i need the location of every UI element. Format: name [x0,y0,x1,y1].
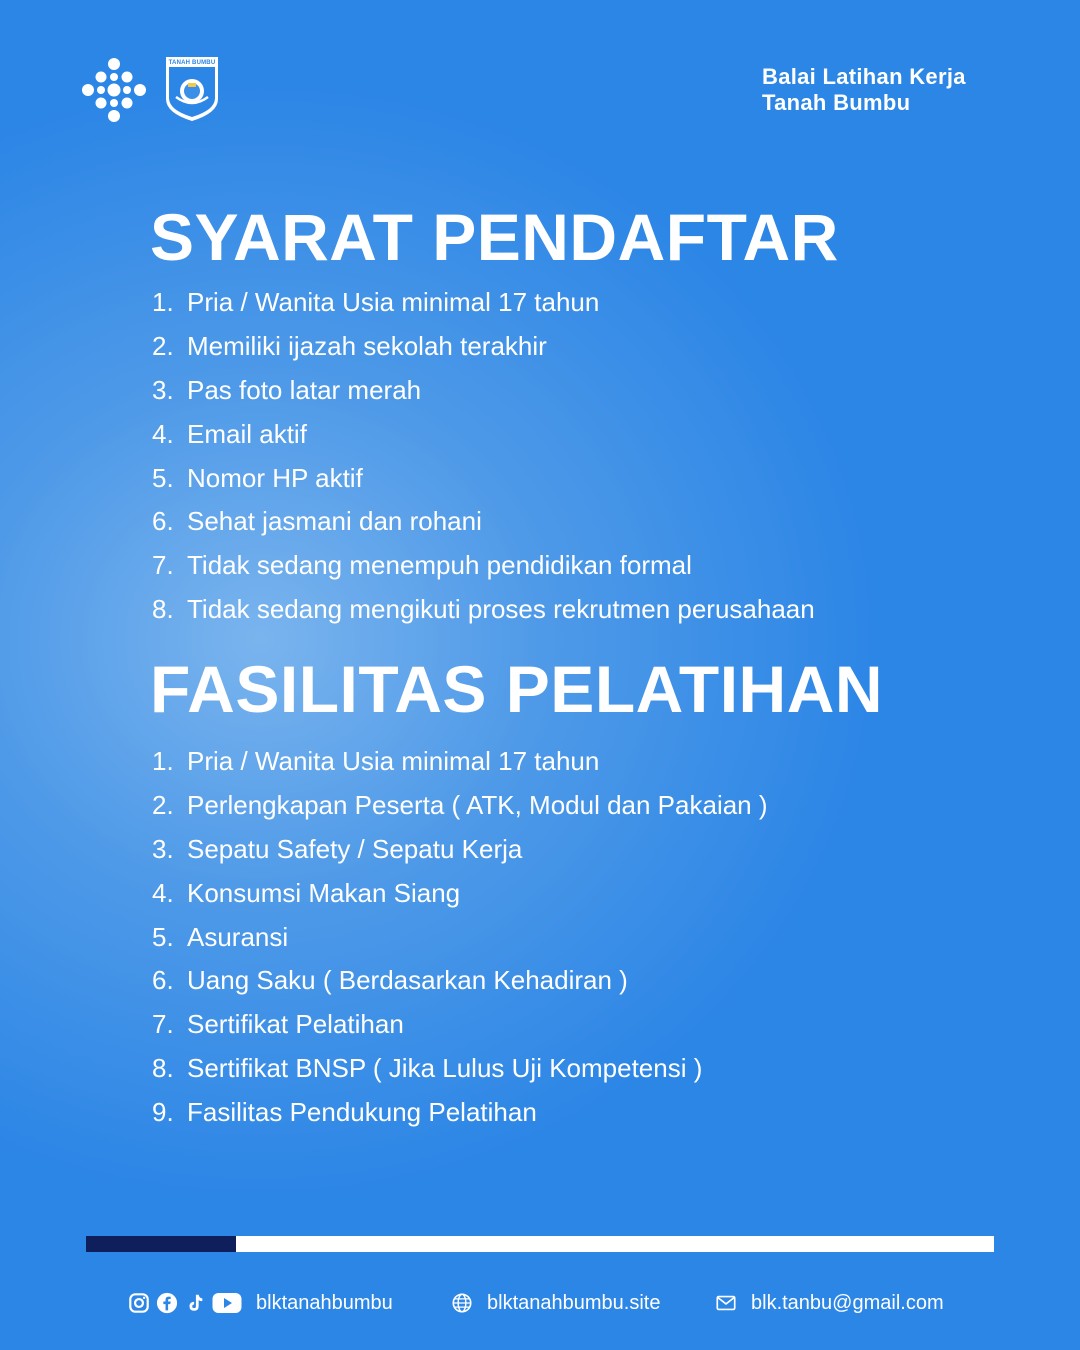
list-item-text: Sepatu Safety / Sepatu Kerja [187,833,523,864]
list-item-number: 7. [152,550,174,581]
list-item-number: 6. [152,506,174,537]
footer-social [128,1288,393,1318]
list-item-text: Tidak sedang mengikuti proses rekrutmen perusahaan [187,594,815,625]
footer-email [715,1288,944,1318]
list-item-number: 4. [152,877,174,908]
list-item [152,875,768,919]
list-item-number: 2. [152,330,174,361]
list-item-number: 8. [152,594,174,625]
list-item-text: Uang Saku ( Berdasarkan Kehadiran ) [187,965,628,996]
list-item-text: Nomor HP aktif [187,462,363,493]
list-item [152,547,815,591]
section-title-requirements: SYARAT PENDAFTAR [150,200,839,274]
tanah-bumbu-shield-logo [164,55,220,123]
list-item [152,460,815,504]
list-item [152,831,768,875]
list-item [152,1006,768,1050]
list-item-number: 9. [152,1097,174,1128]
footer-website [451,1288,660,1318]
list-item-text: Sehat jasmani dan rohani [187,506,482,537]
list-item-text: Pria / Wanita Usia minimal 17 tahun [187,287,600,317]
website-link[interactable]: blktanahbumbu.site [487,1291,661,1314]
youtube-icon[interactable] [212,1292,242,1314]
instagram-icon[interactable] [128,1292,150,1314]
list-item-number: 8. [152,1053,174,1084]
list-item [152,503,815,547]
list-item-number: 7. [152,1009,174,1040]
list-item-text: Sertifikat Pelatihan [187,1009,404,1040]
list-item-text: Pas foto latar merah [187,374,422,405]
organization-name-line-2: Tanah Bumbu [762,90,911,115]
shield-label: TANAH BUMBU [168,60,216,66]
list-item-number: 3. [152,833,174,864]
list-item [152,962,768,1006]
list-item [152,1094,768,1138]
organization-name-line-1: Balai Latihan Kerja [762,64,966,89]
list-item-number: 1. [152,287,174,317]
list-item [152,1050,768,1094]
list-item-text: Sertifikat BNSP ( Jika Lulus Uji Kompetensi ) [187,1053,703,1084]
list-item-number: 2. [152,789,174,820]
list-item-number: 1. [152,746,174,776]
list-item-number: 3. [152,374,174,405]
list-item-text: Memiliki ijazah sekolah terakhir [187,330,547,361]
globe-icon [451,1292,473,1314]
list-item-text: Pria / Wanita Usia minimal 17 tahun [187,746,600,776]
mail-icon [715,1292,737,1314]
list-item-number: 5. [152,921,174,952]
list-item [152,284,815,328]
list-item-number: 4. [152,418,174,449]
tiktok-icon[interactable] [184,1292,206,1314]
list-item-text: Tidak sedang menempuh pendidikan formal [187,550,692,581]
list-item-number: 5. [152,462,174,493]
requirements-list [152,284,815,635]
list-item [152,372,815,416]
organization-name [762,64,1022,116]
list-item-number: 6. [152,965,174,996]
social-handle[interactable]: blktanahbumbu [256,1291,393,1314]
list-item-text: Perlengkapan Peserta ( ATK, Modul dan Pakaian ) [187,789,768,820]
list-item-text: Asuransi [187,921,289,952]
list-item-text: Email aktif [187,418,307,449]
list-item [152,591,815,635]
list-item-text: Fasilitas Pendukung Pelatihan [187,1097,537,1128]
list-item [152,743,768,787]
email-link[interactable]: blk.tanbu@gmail.com [751,1291,944,1314]
facebook-icon[interactable] [156,1292,178,1314]
section-title-facilities: FASILITAS PELATIHAN [150,652,884,726]
list-item [152,787,768,831]
list-item [152,919,768,963]
footer-divider-bar [86,1236,994,1252]
ministry-logo [78,54,150,126]
list-item-text: Konsumsi Makan Siang [187,877,461,908]
facilities-list [152,743,768,1138]
list-item [152,416,815,460]
footer-divider-accent [86,1236,236,1252]
list-item [152,328,815,372]
